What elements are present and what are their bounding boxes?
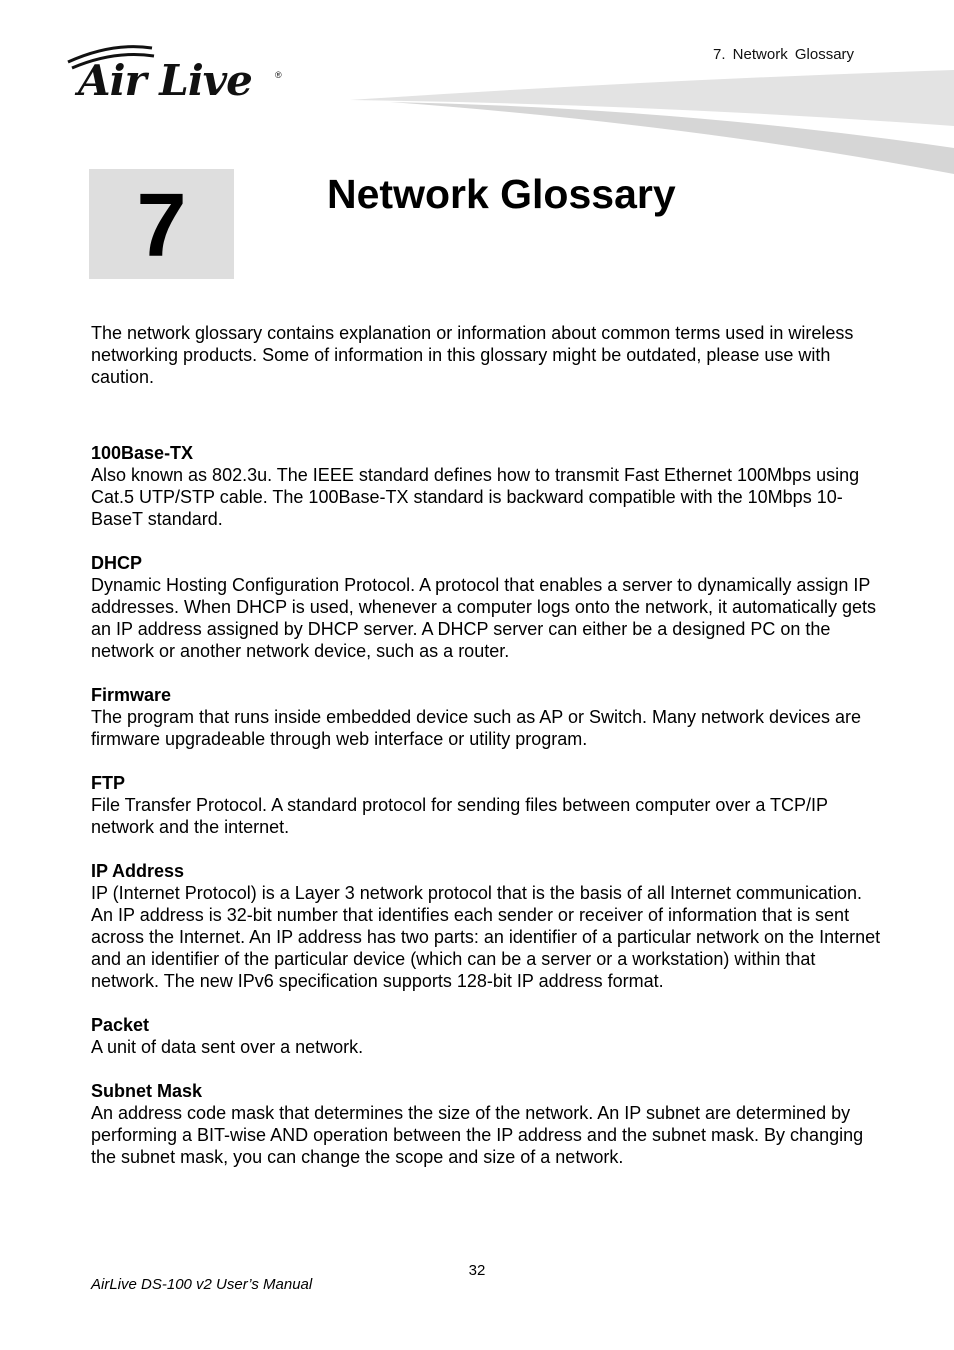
glossary-definition: IP (Internet Protocol) is a Layer 3 network protocol that is the basis of all Internet communication. An IP address is 32-bit number that identifies each sender or receiver of information that is sent across the Internet. An IP address has two parts: an identifier of a particular network on the Internet and an identifier of the particular device (which can be a server or a workstation) within that network. The new IPv6 specification supports 128-bit IP address format. bbox=[91, 883, 881, 991]
glossary-definition: Dynamic Hosting Configuration Protocol. A protocol that enables a server to dynamically assign IP addresses. When DHCP is used, whenever a computer logs onto the network, it automatically gets an IP address assigned by DHCP server. A DHCP server can either be a designed PC on the network or another network device, such as a router. bbox=[91, 575, 877, 661]
header-section-title: 7. Network Glossary bbox=[713, 46, 855, 63]
registered-mark: ® bbox=[275, 70, 282, 80]
glossary-term: FTP bbox=[91, 773, 125, 793]
footer-manual-title: AirLive DS-100 v2 User’s Manual bbox=[91, 1276, 313, 1293]
glossary-term: Subnet Mask bbox=[91, 1081, 203, 1101]
glossary-content bbox=[91, 322, 881, 1190]
glossary-term: Firmware bbox=[91, 685, 172, 705]
glossary-term: IP Address bbox=[91, 861, 185, 881]
glossary-definition: File Transfer Protocol. A standard protocol for sending files between computer over a TCP/IP network and the internet. bbox=[91, 795, 828, 837]
glossary-entry bbox=[91, 1014, 881, 1058]
intro-paragraph: The network glossary contains explanation or information about common terms used in wireless networking products. Some of information in this glossary might be outdated, please use with caution. bbox=[91, 323, 854, 387]
glossary-entry bbox=[91, 552, 881, 662]
glossary-entry bbox=[91, 442, 881, 530]
header-swoosh-decoration bbox=[350, 68, 954, 178]
page-number: 32 bbox=[468, 1262, 486, 1279]
glossary-entry bbox=[91, 860, 881, 992]
glossary-definition: A unit of data sent over a network. bbox=[91, 1037, 364, 1057]
glossary-entry bbox=[91, 772, 881, 838]
glossary-definition: Also known as 802.3u. The IEEE standard defines how to transmit Fast Ethernet 100Mbps using Cat.5 UTP/STP cable. The 100Base-TX standard is backward compatible with the 10Mbps 10-BaseT standard. bbox=[91, 465, 860, 529]
glossary-term: 100Base-TX bbox=[91, 443, 194, 463]
chapter-number: 7 bbox=[136, 176, 187, 276]
glossary-definition: The program that runs inside embedded device such as AP or Switch. Many network devices are firmware upgradeable through web interface or utility program. bbox=[91, 707, 862, 749]
glossary-definition: An address code mask that determines the size of the network. An IP subnet are determined by performing a BIT-wise AND operation between the IP address and the subnet mask. By changing the subnet mask, you can change the scope and size of a network. bbox=[91, 1103, 864, 1167]
glossary-term: Packet bbox=[91, 1015, 150, 1035]
glossary-entry bbox=[91, 1080, 881, 1168]
glossary-entry bbox=[91, 684, 881, 750]
airlive-logo: Air Live bbox=[78, 56, 252, 105]
glossary-term: DHCP bbox=[91, 553, 143, 573]
chapter-title: Network Glossary bbox=[327, 171, 676, 217]
